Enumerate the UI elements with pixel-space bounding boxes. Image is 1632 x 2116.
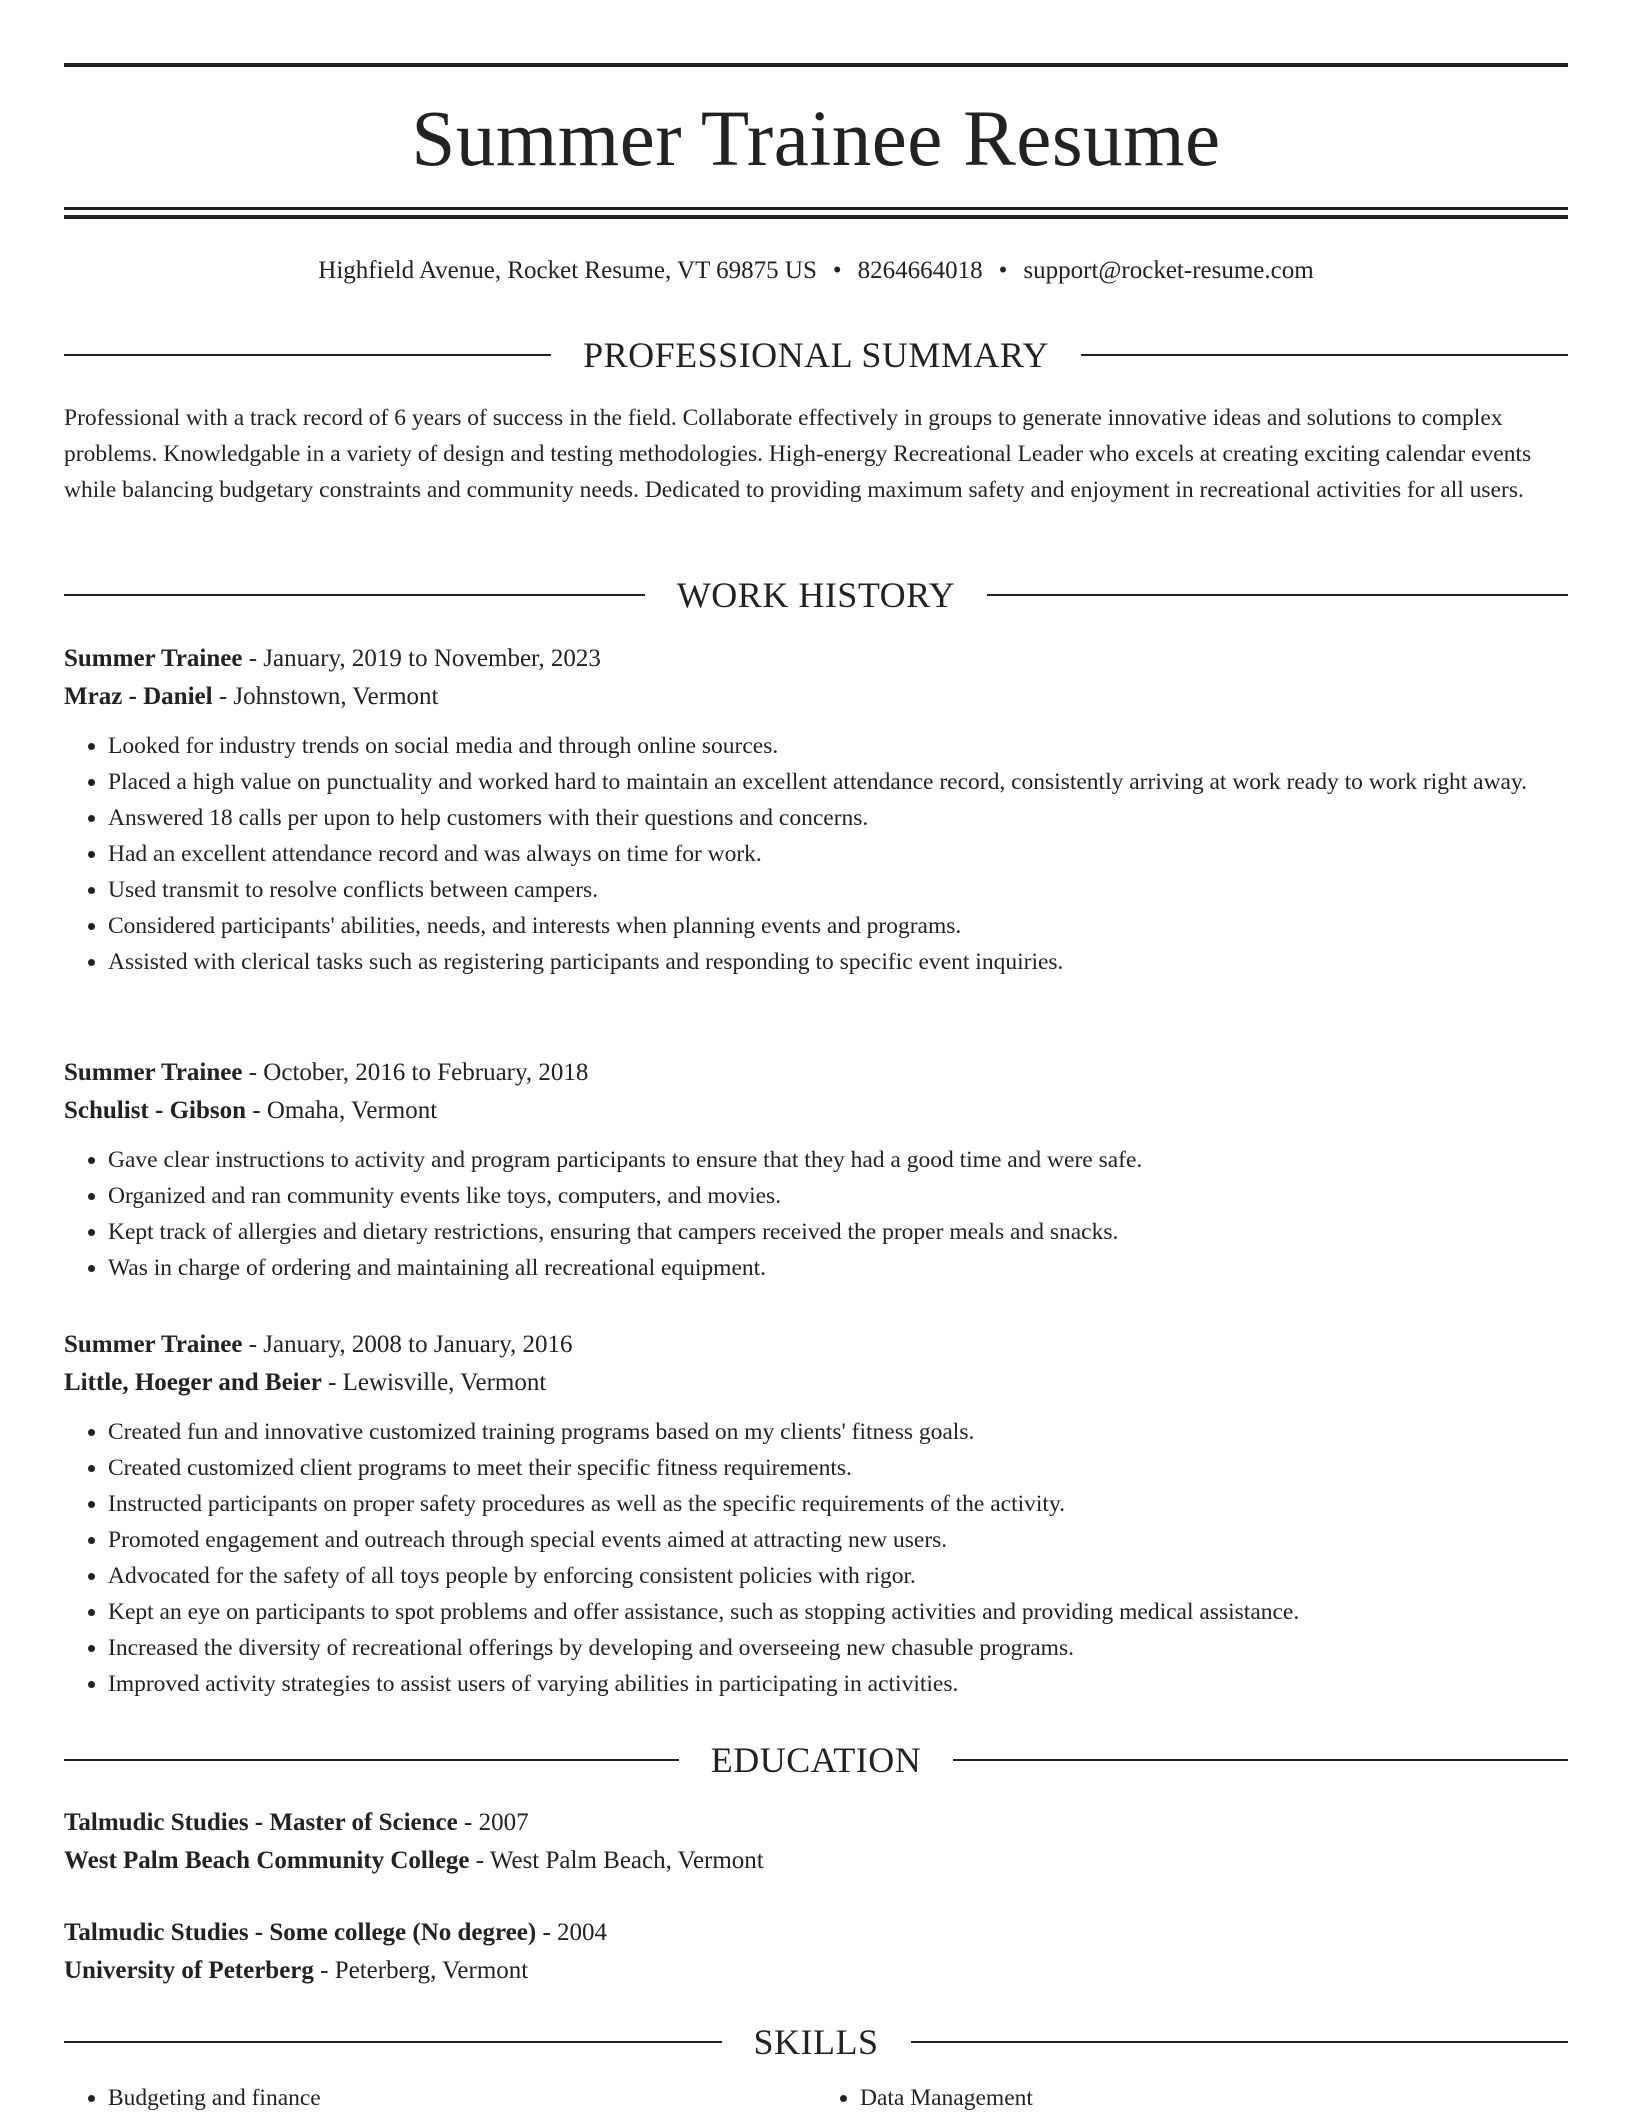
job-company-line <box>64 1092 1568 1130</box>
job-location: - Johnstown, Vermont <box>212 683 439 710</box>
education-degree: Talmudic Studies - Some college (No degree) <box>64 1919 537 1946</box>
job-title: Summer Trainee <box>64 1331 243 1358</box>
education-school-line <box>64 1842 1568 1880</box>
education-entry <box>64 1804 1568 1880</box>
education-degree: Talmudic Studies - Master of Science <box>64 1809 458 1836</box>
job-entry <box>64 1054 1568 1286</box>
title-double-rule <box>64 207 1568 219</box>
job-location: - Lewisville, Vermont <box>321 1369 547 1396</box>
job-bullet: • Organized and ran community events like toys, computers, and movies. <box>108 1178 1568 1214</box>
skills-column-left <box>64 2080 816 2116</box>
job-title: Summer Trainee <box>64 1059 243 1086</box>
job-bullet: • Used transmit to resolve conflicts between campers. <box>108 872 1568 908</box>
skill-item: • Budgeting and finance <box>108 2080 816 2116</box>
skills-heading <box>64 2020 1568 2064</box>
job-company-line <box>64 678 1568 716</box>
skills-list <box>64 2080 1568 2116</box>
skill-item: • Data Management <box>860 2080 1568 2116</box>
heading-rule <box>64 354 551 356</box>
work-history-heading <box>64 573 1568 617</box>
job-bullets <box>64 1414 1568 1702</box>
job-dates: - January, 2008 to January, 2016 <box>242 1331 573 1358</box>
job-bullet: • Was in charge of ordering and maintaining all recreational equipment. <box>108 1250 1568 1286</box>
heading-rule <box>64 594 645 596</box>
education-year: - 2004 <box>536 1919 608 1946</box>
heading-rule <box>1081 354 1568 356</box>
education-degree-line <box>64 1804 1568 1842</box>
job-bullet: • Answered 18 calls per upon to help customers with their questions and concerns. <box>108 800 1568 836</box>
top-rule <box>64 63 1568 67</box>
education-year: - 2007 <box>457 1809 529 1836</box>
skills-heading-label: SKILLS <box>753 2022 879 2062</box>
job-bullet: • Advocated for the safety of all toys people by enforcing consistent policies with rigor. <box>108 1558 1568 1594</box>
job-bullet: • Placed a high value on punctuality and worked hard to maintain an excellent attendance record, consistently arriving at work ready to work right away. <box>108 764 1568 800</box>
education-degree-line <box>64 1914 1568 1952</box>
job-bullet: • Gave clear instructions to activity and program participants to ensure that they had a good time and were safe. <box>108 1142 1568 1178</box>
job-company-line <box>64 1364 1568 1402</box>
job-title-line <box>64 1326 1568 1364</box>
education-location: - West Palm Beach, Vermont <box>469 1847 764 1874</box>
job-title-line <box>64 640 1568 678</box>
job-company: Schulist - Gibson <box>64 1097 247 1124</box>
skills-column-right <box>816 2080 1568 2116</box>
job-title-line <box>64 1054 1568 1092</box>
page-title: Summer Trainee Resume <box>411 96 1221 183</box>
job-bullet: • Had an excellent attendance record and was always on time for work. <box>108 836 1568 872</box>
job-company: Little, Hoeger and Beier <box>64 1369 322 1396</box>
job-bullet: • Kept an eye on participants to spot problems and offer assistance, such as stopping activities and providing medical assistance. <box>108 1594 1568 1630</box>
job-location: - Omaha, Vermont <box>246 1097 438 1124</box>
education-school-line <box>64 1952 1568 1990</box>
education-heading-label: EDUCATION <box>710 1740 922 1780</box>
job-bullets <box>64 1142 1568 1286</box>
heading-rule <box>911 2041 1569 2043</box>
job-bullet: • Considered participants' abilities, needs, and interests when planning events and programs. <box>108 908 1568 944</box>
job-bullet: • Instructed participants on proper safety procedures as well as the specific requirements of the activity. <box>108 1486 1568 1522</box>
job-entry <box>64 1326 1568 1702</box>
education-school: University of Peterberg <box>64 1957 314 1984</box>
job-company: Mraz - Daniel <box>64 683 213 710</box>
work-history-heading-label: WORK HISTORY <box>676 575 956 615</box>
contact-separator: • <box>832 257 842 284</box>
job-bullet: • Promoted engagement and outreach through special events aimed at attracting new users. <box>108 1522 1568 1558</box>
contact-address: Highfield Avenue, Rocket Resume, VT 69875 US <box>318 257 817 284</box>
heading-rule <box>987 594 1568 596</box>
heading-rule <box>64 1759 679 1761</box>
job-entry <box>64 640 1568 980</box>
job-dates: - October, 2016 to February, 2018 <box>242 1059 589 1086</box>
summary-text: Professional with a track record of 6 years of success in the field. Collaborate effectively in groups to generate innovative ideas and solutions to complex problems. Knowledgable in a variety of design and testing methodologies. High-energy Recreational Leader who excels at creating exciting calendar events while balancing budgetary constraints and community needs. Dedicated to providing maximum safety and enjoyment in recreational activities for all users. <box>64 405 1532 503</box>
education-heading <box>64 1738 1568 1782</box>
job-bullet: • Assisted with clerical tasks such as registering participants and responding to specific event inquiries. <box>108 944 1568 980</box>
education-school: West Palm Beach Community College <box>64 1847 470 1874</box>
contact-separator: • <box>998 257 1008 284</box>
contact-email[interactable]: support@rocket-resume.com <box>1023 257 1314 284</box>
job-bullet: • Created fun and innovative customized training programs based on my clients' fitness goals. <box>108 1414 1568 1450</box>
job-bullet: • Improved activity strategies to assist users of varying abilities in participating in activities. <box>108 1666 1568 1702</box>
job-bullet: • Created customized client programs to meet their specific fitness requirements. <box>108 1450 1568 1486</box>
summary-heading-label: PROFESSIONAL SUMMARY <box>583 335 1049 375</box>
heading-rule <box>64 2041 722 2043</box>
summary-heading <box>64 333 1568 377</box>
contact-phone[interactable]: 8264664018 <box>857 257 983 284</box>
education-location: - Peterberg, Vermont <box>313 1957 529 1984</box>
education-entry <box>64 1914 1568 1990</box>
job-dates: - January, 2019 to November, 2023 <box>242 645 601 672</box>
job-bullet: • Increased the diversity of recreational offerings by developing and overseeing new chasuble programs. <box>108 1630 1568 1666</box>
job-bullet: • Kept track of allergies and dietary restrictions, ensuring that campers received the proper meals and snacks. <box>108 1214 1568 1250</box>
contact-line <box>64 255 1568 287</box>
job-bullet: • Looked for industry trends on social media and through online sources. <box>108 728 1568 764</box>
job-title: Summer Trainee <box>64 645 243 672</box>
heading-rule <box>953 1759 1568 1761</box>
job-bullets <box>64 728 1568 980</box>
